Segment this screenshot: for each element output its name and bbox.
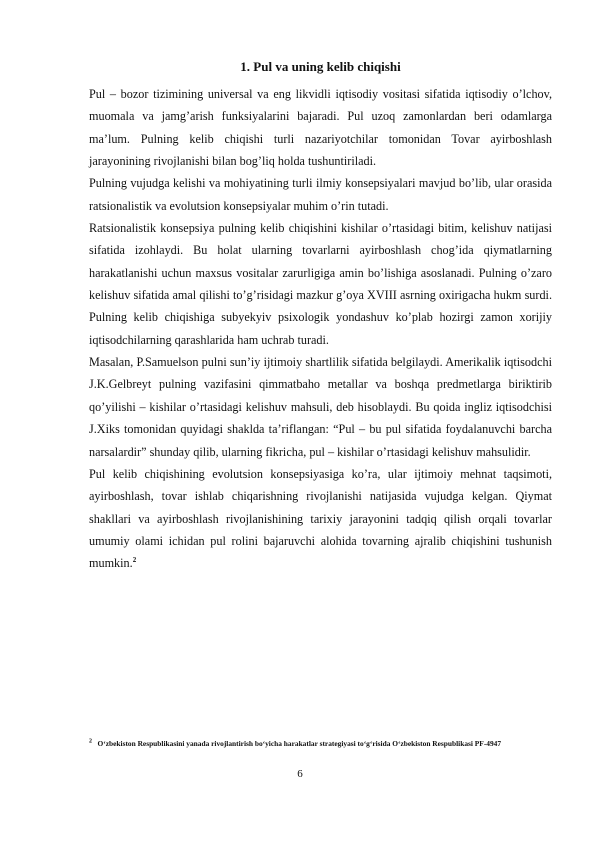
paragraph-1: Pul – bozor tizimining universal va eng likvidli iqtisodiy vositasi sifatida iqtisodiy o’lchov, muomala va jamg’arish funksiyalarini bajaradi. Pul uzoq zamonlardan beri odamlarga ma’lum. Pulning kelib chiqishi turli nazariyotchilar tomonidan Tovar ayirboshlash jarayonining rivojlanishi bilan bog’liq holda tushuntiriladi. (89, 87, 552, 169)
paragraph-4: Masalan, P.Samuelson pulni sun’iy ijtimoiy shartlilik sifatida belgilaydi. Amerikalik iqtisodchi J.K.Gelbreyt pulning vazifasini qimmatbaho metallar va boshqa predmetlarga biriktirib qo’yilishi – kishilar o’rtasidagi kelishuv mahsuli, deb hisoblaydi. Bu qoida ingliz iqtisodchisi J.Xiks tomonidan quyidagi shaklda ta’riflangan: “Pul – bu pul sifatida foydalanuvchi barcha narsalardir” shunday qilib, ularning fikricha, pul – kishilar o’rtasidagi kelishuv mahsulidir. (89, 355, 552, 459)
section-heading: 1. Pul va uning kelib chiqishi (240, 59, 401, 74)
footnote-text: O‘zbekiston Respublikasini yanada rivojlantirish bo‘yicha harakatlar strategiyasi to‘g‘risida O‘zbekiston Respublikasi PF-4947 (97, 739, 502, 748)
paragraph-3: Ratsionalistik konsepsiya pulning kelib chiqishini kishilar o’rtasidagi bitim, kelishuv natijasi sifatida izohlaydi. Bu holat ularning tovarlarni ayirboshlash chog’ida qiymatlarning harakatlanishi uchun maxsus vositalar zarurligiga amin bo’lishiga asoslanadi. Pulning o’zaro kelishuv sifatida amal qilishi to’g’risidagi mazkur g’oya XVIII asrning oxirigacha hukm surdi. Pulning kelib chiqishiga subyekyiv psixologik yondashuv ko’plab hozirgi zamon xorijiy iqtisodchilarning qarashlarida ham uchrab turadi. (89, 221, 552, 347)
paragraph-5-text: Pul kelib chiqishining evolutsion konsepsiyasiga ko’ra, ular ijtimoiy mehnat taqsimoti, ayirboshlash, tovar ishlab chiqarishning rivojlanishi natijasida vujudga kelgan. Qiymat shakllari va ayirboshlash rivojlanishining tarixiy jarayonini tadqiq qilish orqali tovarlar umumiy olami ichidan pul rolini bajaruvchi alohida tovarning ajralib chiqishini tushunish mumkin. (89, 466, 552, 571)
footnote-separator (89, 723, 239, 724)
footnote-reference[interactable]: 2 (132, 556, 137, 565)
page-number: 6 (297, 768, 303, 780)
paragraph-5 (89, 463, 552, 575)
footnote (89, 737, 552, 751)
paragraph-2: Pulning vujudga kelishi va mohiyatining turli ilmiy konsepsiyalari mavjud bo’lib, ular orasida ratsionalistik va evolutsion konsepsiyalar muhim o’rin tutadi. (89, 176, 552, 213)
footnote-marker: 2 (89, 738, 92, 745)
body-text (89, 83, 552, 575)
